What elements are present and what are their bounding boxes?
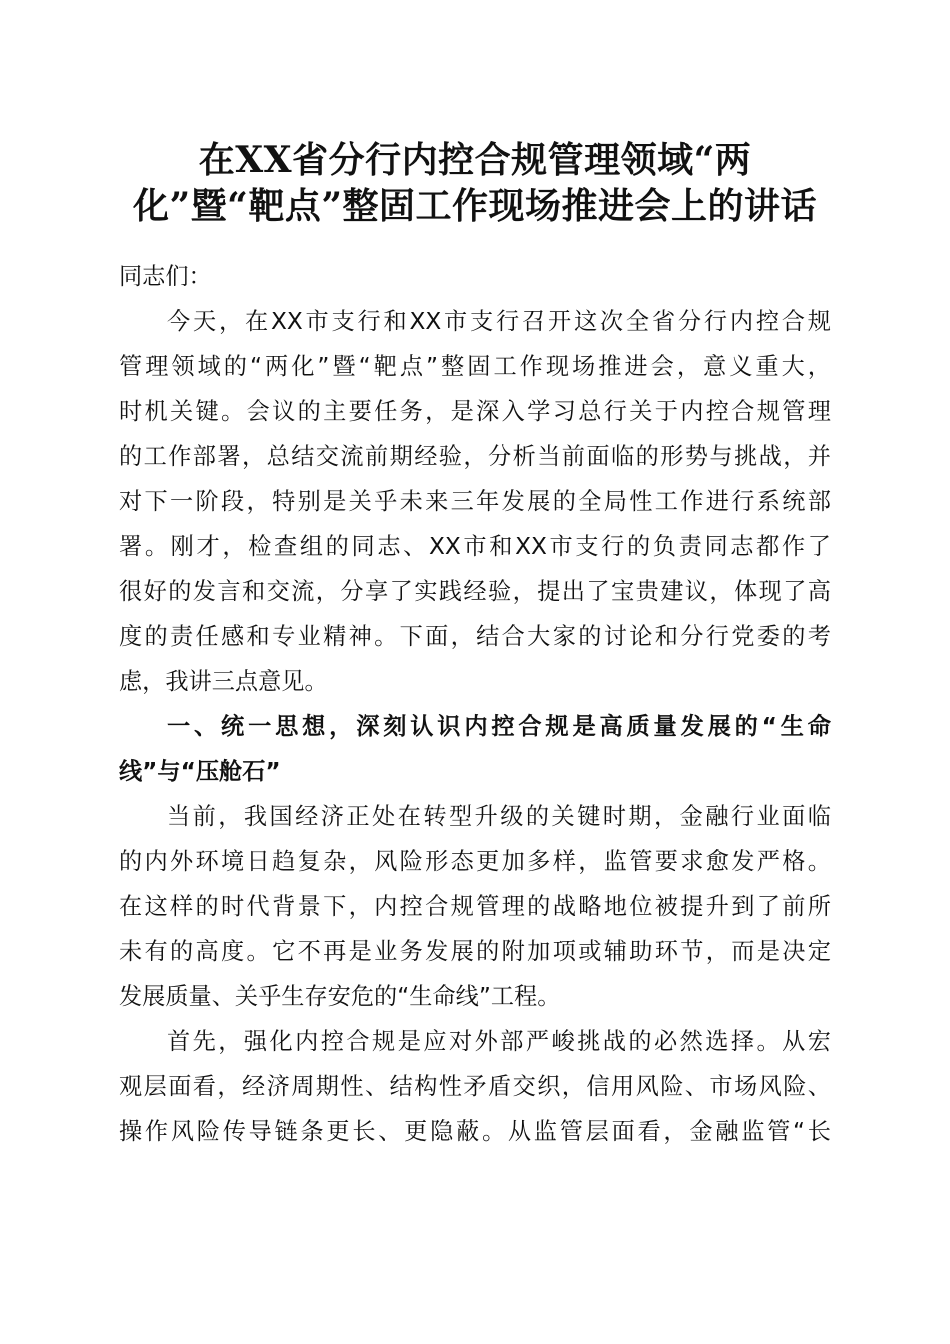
salutation: 同志们： <box>119 263 212 290</box>
paragraph-line: 操作风险传导链条更长、更隐蔽。从监管层面看，金融监管“长 <box>119 1118 831 1145</box>
paragraph-line: 发展质量、关乎生存安危的“生命线”工程。 <box>119 983 561 1010</box>
paragraph-line: 管理领域的“两化”暨“靶点”整固工作现场推进会，意义重大， <box>119 353 831 380</box>
paragraph-line: 署。刚才，检查组的同志、XX市和XX市支行的负责同志都作了 <box>119 533 831 560</box>
paragraph-line: 未有的高度。它不再是业务发展的附加项或辅助环节，而是决定 <box>119 938 831 965</box>
document-body <box>119 254 831 1154</box>
heading-line: 一、统一思想，深刻认识内控合规是高质量发展的“生命 <box>167 713 831 740</box>
paragraph-line: 首先，强化内控合规是应对外部严峻挑战的必然选择。从宏 <box>167 1028 831 1055</box>
section-heading-1 <box>119 704 831 794</box>
paragraph-line: 在这样的时代背景下，内控合规管理的战略地位被提升到了前所 <box>119 893 831 920</box>
paragraph-line: 度的责任感和专业精神。下面，结合大家的讨论和分行党委的考 <box>119 623 831 650</box>
heading-line: 线”与“压舱石” <box>119 758 281 785</box>
paragraph-line: 虑，我讲三点意见。 <box>119 668 328 695</box>
paragraph-opening <box>119 299 831 704</box>
paragraph-line: 当前，我国经济正处在转型升级的关键时期，金融行业面临 <box>167 803 831 830</box>
paragraph-line: 的内外环境日趋复杂，风险形态更加多样，监管要求愈发严格。 <box>119 848 831 875</box>
paragraph-current-situation <box>119 794 831 1019</box>
paragraph-line: 今天，在XX市支行和XX市支行召开这次全省分行内控合规 <box>167 308 831 335</box>
paragraph-line: 观层面看，经济周期性、结构性矛盾交织，信用风险、市场风险、 <box>119 1073 831 1100</box>
paragraph-line: 时机关键。会议的主要任务，是深入学习总行关于内控合规管理 <box>119 398 831 425</box>
paragraph-line: 很好的发言和交流，分享了实践经验，提出了宝贵建议，体现了高 <box>119 578 831 605</box>
document-title-line-1: 在XX省分行内控合规管理领域“两 <box>198 139 752 181</box>
paragraph-line: 对下一阶段，特别是关乎未来三年发展的全局性工作进行系统部 <box>119 488 831 515</box>
document-title-line-2: 化”暨“靶点”整固工作现场推进会上的讲话 <box>132 185 818 227</box>
paragraph-line: 的工作部署，总结交流前期经验，分析当前面临的形势与挑战，并 <box>119 443 831 470</box>
paragraph-first-point <box>119 1019 831 1154</box>
